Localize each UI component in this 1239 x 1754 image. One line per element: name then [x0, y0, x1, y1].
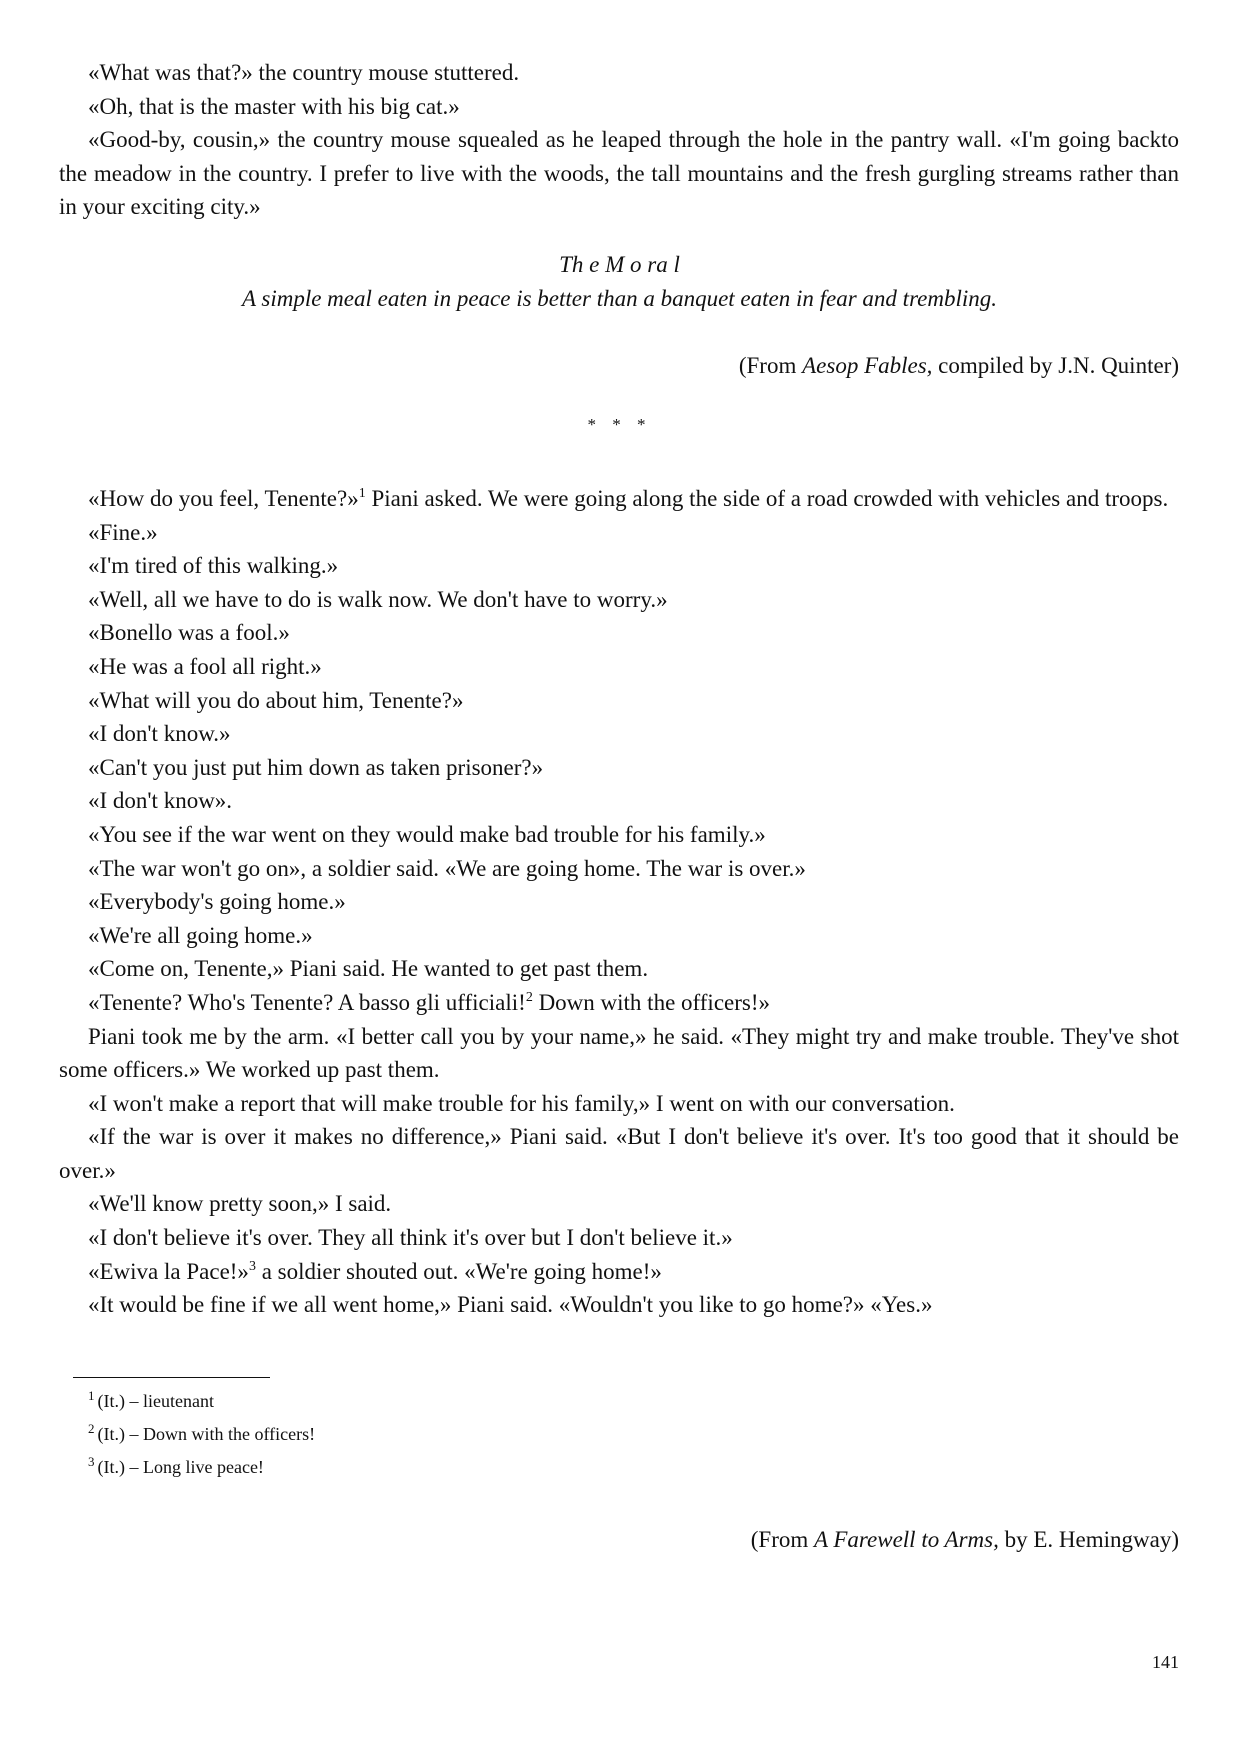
- source-work-title: Aesop Fables,: [802, 353, 933, 378]
- paragraph: «Fine.»: [88, 519, 158, 545]
- paragraph: «Ewiva la Pace!»$^3$ a soldier shouted out. «We're going home!»: [88, 1258, 662, 1284]
- footnote: $^2$ (It.) – Down with the officers!: [88, 1421, 316, 1444]
- paragraph: «Good-by, cousin,» the country mouse squealed as he leaped through the hole in the pantry wall. «I'm going backto the meadow in the country. I prefer to live with the woods, the tall mountains and the fresh gurgling streams rather than in your exciting city.»: [59, 127, 1179, 220]
- paragraph: «We'll know pretty soon,» I said.: [88, 1191, 392, 1217]
- paragraph: «It would be fine if we all went home,» Piani said. «Wouldn't you like to go home?» «Yes.»: [88, 1292, 933, 1318]
- footnote-ref: 1: [358, 486, 366, 501]
- footnote: $^3$ (It.) – Long live peace!: [88, 1454, 264, 1477]
- paragraph: «If the war is over it makes no difference,» Piani said. «But I don't believe it's over. It's too good that it should be over.»: [59, 1124, 1179, 1183]
- footnote-ref: 3: [248, 1258, 256, 1274]
- source-suffix: compiled by J.N. Quinter): [932, 353, 1179, 378]
- paragraph: «I don't know».: [88, 788, 233, 814]
- footnote: $^1$ (It.) – lieutenant: [88, 1388, 214, 1411]
- page-number: 141: [1152, 1652, 1179, 1672]
- footnotes: [88, 1385, 315, 1484]
- paragraph: «I'm tired of this walking.»: [88, 553, 339, 579]
- source-citation-aesop: [739, 349, 1179, 383]
- paragraph: «I don't know.»: [88, 721, 231, 747]
- dialogue-section: [59, 482, 1179, 1322]
- paragraph: «Well, all we have to do is walk now. We don't have to worry.»: [88, 586, 668, 612]
- section-separator: * * *: [587, 415, 652, 434]
- source-prefix: (From: [738, 353, 803, 378]
- paragraph: «Oh, that is the master with his big cat.»: [88, 93, 460, 119]
- source-work-title: A Farewell to Arms,: [814, 1527, 999, 1552]
- paragraph: «What will you do about him, Tenente?»: [88, 687, 464, 713]
- paragraph: «Can't you just put him down as taken prisoner?»: [88, 754, 544, 780]
- paragraph: «What was that?» the country mouse stuttered.: [88, 60, 520, 85]
- footnote-divider: [73, 1377, 270, 1378]
- fable-ending: [59, 56, 1179, 224]
- paragraph: Piani took me by the arm. «I better call you by your name,» he said. «They might try and make trouble. They've shot some officers.» We worked up past them.: [59, 1023, 1179, 1083]
- paragraph: «I won't make a report that will make trouble for his family,» I went on with our conversation.: [88, 1090, 955, 1116]
- paragraph: «The war won't go on», a soldier said. «We are going home. The war is over.»: [88, 855, 806, 881]
- paragraph: «Tenente? Who's Tenente? A basso gli ufficiali!$^2$ Down with the officers!»: [88, 989, 770, 1015]
- footnote-ref: 2: [525, 989, 533, 1005]
- paragraph: «Come on, Tenente,» Piani said. He wanted to get past them.: [88, 956, 649, 982]
- source-citation-hemingway: [751, 1523, 1179, 1557]
- paragraph: «He was a fool all right.»: [88, 653, 322, 679]
- paragraph: «How do you feel, Tenente?»$^1$ Piani asked. We were going along the side of a road crowded with vehicles and troops.: [88, 486, 1169, 511]
- paragraph: «Everybody's going home.»: [88, 889, 346, 915]
- paragraph: «I don't believe it's over. They all think it's over but I don't believe it.»: [88, 1225, 733, 1251]
- paragraph: «Bonello was a fool.»: [88, 620, 290, 646]
- paragraph: «We're all going home.»: [88, 922, 313, 948]
- source-prefix: (From: [750, 1527, 814, 1552]
- moral-title: Th e M o ra l: [559, 252, 680, 277]
- source-suffix: by E. Hemingway): [998, 1527, 1179, 1552]
- moral-text: A simple meal eaten in peace is better than a banquet eaten in fear and trembling.: [241, 286, 998, 311]
- paragraph: «You see if the war went on they would make bad trouble for his family.»: [88, 821, 766, 847]
